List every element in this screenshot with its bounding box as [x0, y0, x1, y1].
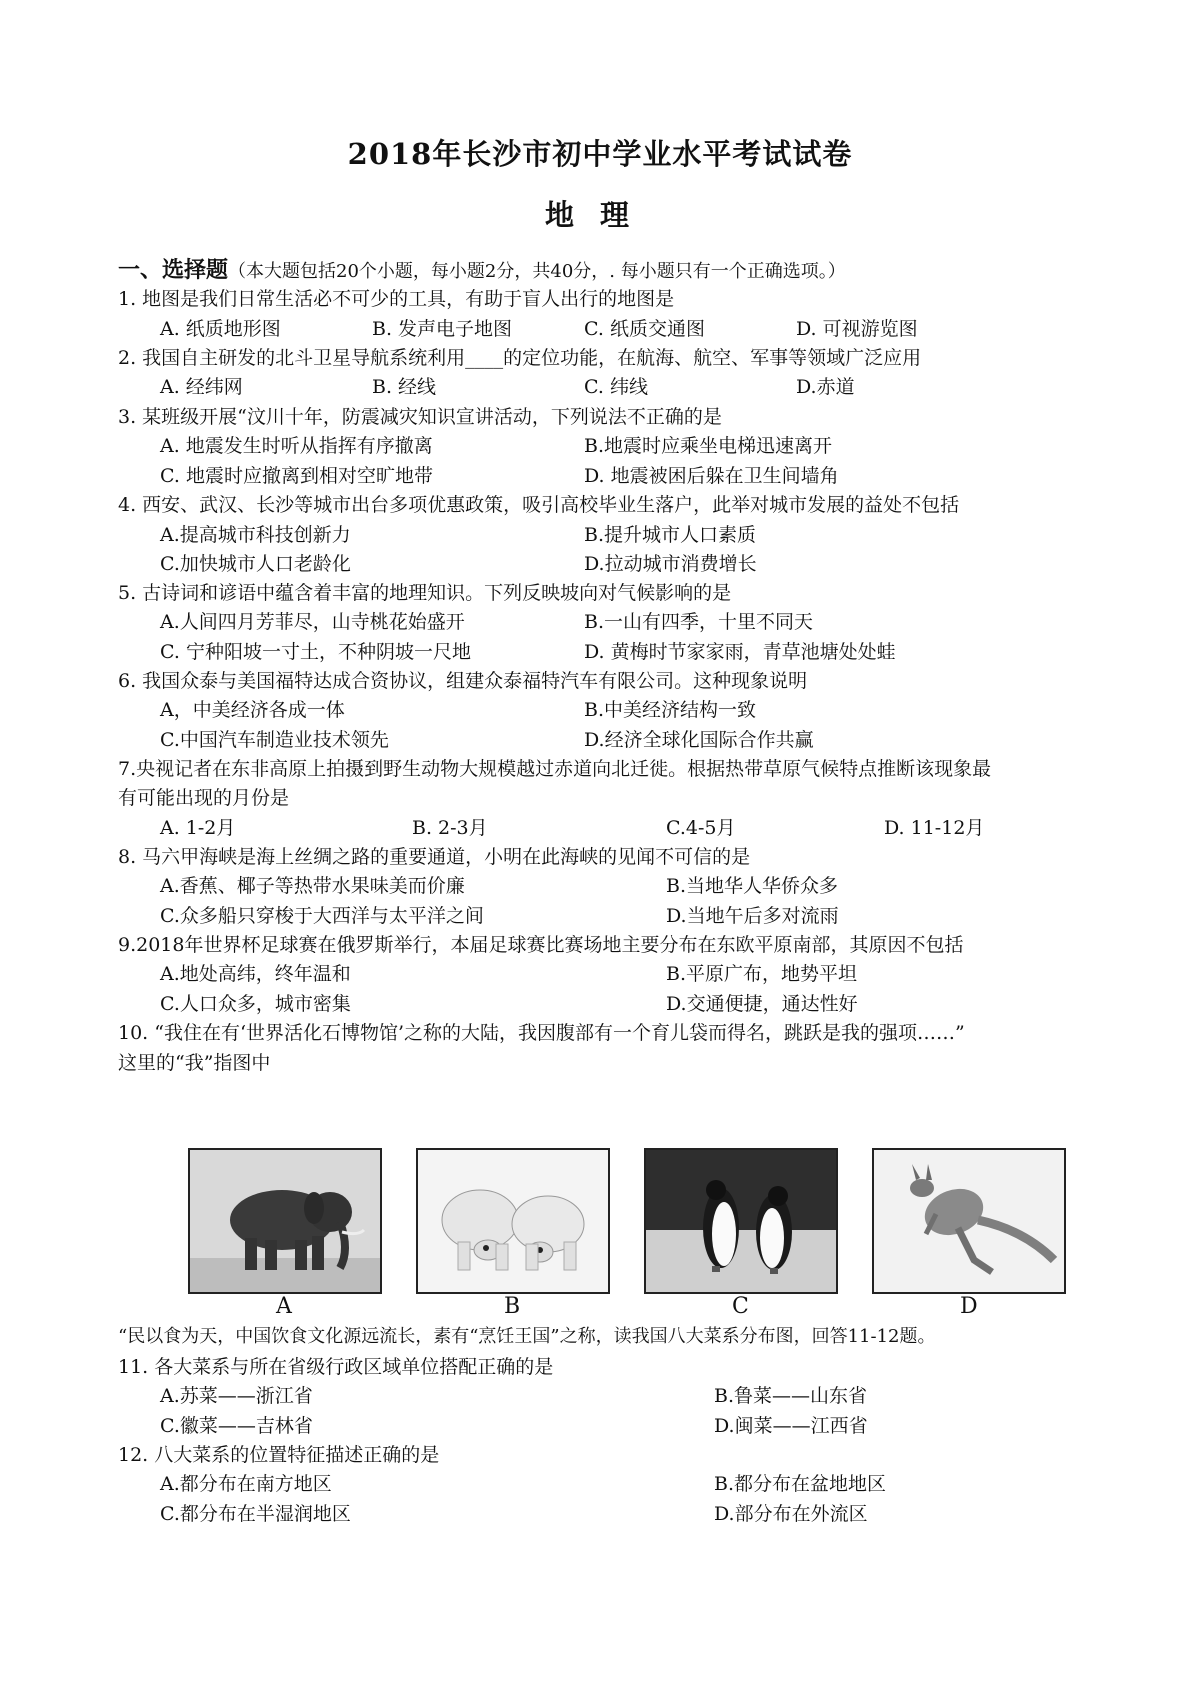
option: C. 宁种阳坡一寸土，不种阴坡一尺地: [160, 641, 471, 663]
option: B.一山有四季，十里不同天: [584, 611, 814, 633]
question-stem: 12. 八大菜系的位置特征描述正确的是: [118, 1444, 440, 1466]
section-note: （本大题包括20个小题，每小题2分，共40分，. 每小题只有一个正确选项。）: [228, 261, 846, 282]
option: C.都分布在半湿润地区: [160, 1503, 351, 1525]
option: A. 纸质地形图: [160, 318, 281, 340]
question-stem: 2. 我国自主研发的北斗卫星导航系统利用____的定位功能，在航海、航空、军事等领域广泛应用: [118, 347, 922, 369]
option: C. 纬线: [584, 376, 648, 398]
question-stem: 6. 我国众泰与美国福特达成合资协议，组建众泰福特汽车有限公司。这种现象说明: [118, 670, 808, 692]
option: B. 经线: [372, 376, 437, 398]
section-heading: 一、选择题: [118, 257, 229, 283]
option: C.人口众多，城市密集: [160, 993, 351, 1015]
page-title: 2018年长沙市初中学业水平考试试卷: [347, 137, 853, 171]
question-stem-cont: 有可能出现的月份是: [118, 787, 290, 809]
option: C.4-5月: [666, 817, 736, 839]
question-stem: 11. 各大菜系与所在省级行政区域单位搭配正确的是: [118, 1356, 554, 1378]
option: B.当地华人华侨众多: [666, 875, 839, 897]
option: A.人间四月芳菲尽，山寺桃花始盛开: [160, 611, 465, 633]
figure-label-c: C: [732, 1294, 749, 1319]
option: D.交通便捷，通达性好: [666, 993, 858, 1015]
option: C.中国汽车制造业技术领先: [160, 729, 389, 751]
option: C. 纸质交通图: [584, 318, 705, 340]
option: B. 2-3月: [412, 817, 488, 839]
option: B.中美经济结构一致: [584, 699, 757, 721]
option: D.拉动城市消费增长: [584, 553, 757, 575]
option: C.加快城市人口老龄化: [160, 553, 351, 575]
question-stem: 8. 马六甲海峡是海上丝绸之路的重要通道，小明在此海峡的见闻不可信的是: [118, 846, 751, 868]
option: B.都分布在盆地地区: [714, 1473, 887, 1495]
option: A.提高城市科技创新力: [160, 524, 351, 546]
option: B.地震时应乘坐电梯迅速离开: [584, 435, 833, 457]
passage: “民以食为天，中国饮食文化源远流长，素有“烹饪王国”之称，读我国八大菜系分布图，回答11-12题。: [118, 1326, 936, 1347]
question-stem: 4. 西安、武汉、长沙等城市出台多项优惠政策，吸引高校毕业生落户，此举对城市发展的益处不包括: [118, 494, 960, 516]
option: B.鲁菜——山东省: [714, 1385, 868, 1407]
polar-bear-image: [416, 1148, 610, 1294]
figure-label-a: A: [276, 1294, 292, 1319]
option: D. 可视游览图: [796, 318, 918, 340]
question-stem: 10. “我住在有‘世界活化石博物馆’之称的大陆，我因腹部有一个育儿袋而得名，跳跃是我的强项……”: [118, 1022, 965, 1044]
option: C. 地震时应撤离到相对空旷地带: [160, 465, 433, 487]
subject-title: 地理: [544, 198, 655, 232]
option: D. 地震被困后躲在卫生间墙角: [584, 465, 839, 487]
option: D.部分布在外流区: [714, 1503, 868, 1525]
question-stem-cont: 这里的“我”指图中: [118, 1052, 271, 1074]
option: D. 11-12月: [884, 817, 985, 839]
option: C.徽菜——吉林省: [160, 1415, 313, 1437]
option: D. 黄梅时节家家雨，青草池塘处处蛙: [584, 641, 896, 663]
option: D.经济全球化国际合作共赢: [584, 729, 814, 751]
question-stem: 9.2018年世界杯足球赛在俄罗斯举行，本届足球赛比赛场地主要分布在东欧平原南部，其原因不包括: [118, 934, 964, 956]
option: A.地处高纬，终年温和: [160, 963, 351, 985]
option: A.都分布在南方地区: [160, 1473, 332, 1495]
elephant-image: [188, 1148, 382, 1294]
section-heading-row: [118, 258, 846, 284]
option: B.平原广布，地势平坦: [666, 963, 858, 985]
penguin-image: [644, 1148, 838, 1294]
question-stem: 1. 地图是我们日常生活必不可少的工具，有助于盲人出行的地图是: [118, 288, 675, 310]
option: D.赤道: [796, 376, 855, 398]
question-stem: 7.央视记者在东非高原上拍摄到野生动物大规模越过赤道向北迁徙。根据热带草原气候特点推断该现象最: [118, 758, 992, 780]
option: A. 经纬网: [160, 376, 243, 398]
option: A.香蕉、椰子等热带水果味美而价廉: [160, 875, 465, 897]
kangaroo-image: [872, 1148, 1066, 1294]
question-stem: 5. 古诗词和谚语中蕴含着丰富的地理知识。下列反映坡向对气候影响的是: [118, 582, 732, 604]
question-stem: 3. 某班级开展“汶川十年，防震减灾知识宣讲活动，下列说法不正确的是: [118, 406, 722, 428]
option: A，中美经济各成一体: [160, 699, 345, 721]
option: A. 地震发生时听从指挥有序撤离: [160, 435, 433, 457]
option: A. 1-2月: [160, 817, 236, 839]
option: C.众多船只穿梭于大西洋与太平洋之间: [160, 905, 484, 927]
option: B. 发声电子地图: [372, 318, 513, 340]
option: A.苏菜——浙江省: [160, 1385, 313, 1407]
option: D.闽菜——江西省: [714, 1415, 868, 1437]
option: D.当地午后多对流雨: [666, 905, 839, 927]
figure-label-d: D: [960, 1294, 978, 1319]
figure-label-b: B: [504, 1294, 521, 1319]
option: B.提升城市人口素质: [584, 524, 757, 546]
